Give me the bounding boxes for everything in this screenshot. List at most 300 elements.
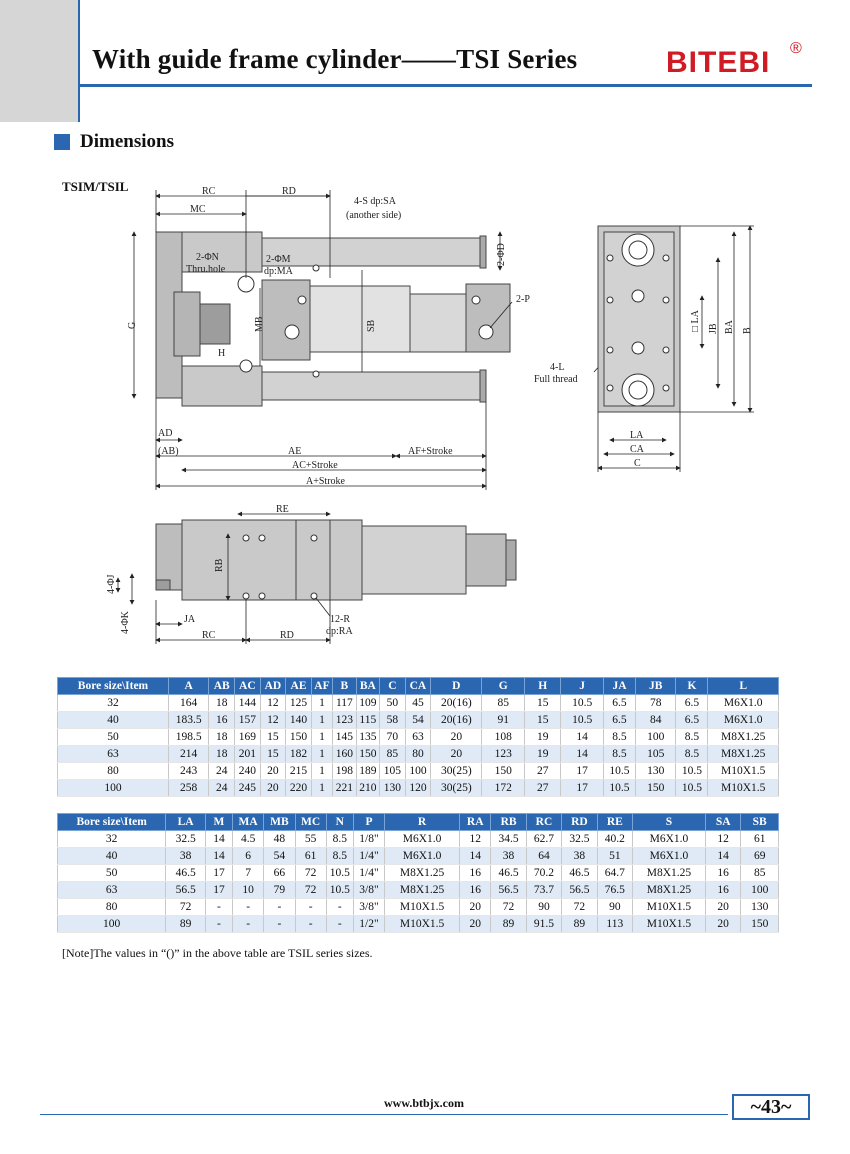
c-label: C <box>634 458 641 469</box>
table-cell: 16 <box>460 865 491 882</box>
table-cell: 16 <box>705 865 740 882</box>
table-row <box>58 899 779 916</box>
table-cell: 84 <box>635 712 676 729</box>
table-cell: 56.5 <box>562 882 597 899</box>
table-row <box>58 780 779 797</box>
table-header-cell: AE <box>286 678 312 695</box>
table-cell: 183.5 <box>168 712 209 729</box>
table-cell: 1/4" <box>353 848 384 865</box>
table-cell: 198.5 <box>168 729 209 746</box>
table-cell: 30(25) <box>431 763 482 780</box>
table-cell: 6.5 <box>603 712 635 729</box>
table-cell: 189 <box>356 763 379 780</box>
table-cell: 18 <box>209 695 235 712</box>
table-cell: 12 <box>460 831 491 848</box>
table-header-cell: G <box>482 678 525 695</box>
table-row <box>58 848 779 865</box>
table-cell: 72 <box>295 865 326 882</box>
table-cell: 20 <box>431 729 482 746</box>
table-cell: 150 <box>286 729 312 746</box>
table-cell: 72 <box>295 882 326 899</box>
table-cell: 56.5 <box>491 882 526 899</box>
table-cell: 105 <box>635 746 676 763</box>
table-cell: 32 <box>58 695 169 712</box>
table-cell: 214 <box>168 746 209 763</box>
table-header-row <box>58 814 779 831</box>
table-cell: 63 <box>58 882 166 899</box>
re-label: RE <box>276 504 289 515</box>
table-cell: 123 <box>333 712 356 729</box>
table-cell: 40 <box>58 712 169 729</box>
table-header-cell: K <box>676 678 708 695</box>
table-cell: 3/8" <box>353 882 384 899</box>
p-label: 2-P <box>516 294 530 305</box>
table-header-cell: M <box>205 814 232 831</box>
table-cell: 150 <box>482 763 525 780</box>
phi-d-label: 2-ΦD <box>496 243 507 266</box>
table-cell: M10X1.5 <box>633 916 706 933</box>
table-cell: M8X1.25 <box>633 882 706 899</box>
table-cell: M8X1.25 <box>633 865 706 882</box>
table-cell: 221 <box>333 780 356 797</box>
table-cell: 70.2 <box>526 865 561 882</box>
table-cell: 8.5 <box>326 848 353 865</box>
table-cell: 1 <box>311 695 332 712</box>
table-cell: 20 <box>260 780 286 797</box>
another-side-label: (another side) <box>346 210 402 221</box>
table-cell: 80 <box>58 899 166 916</box>
table-cell: M6X1.0 <box>708 712 779 729</box>
page-number: ~43~ <box>732 1094 810 1120</box>
phi-n-label: 2-ΦN <box>196 252 219 263</box>
jb-label: JB <box>708 323 719 334</box>
table-cell: 1/2" <box>353 916 384 933</box>
table-cell: 12 <box>260 712 286 729</box>
table-cell: - <box>326 899 353 916</box>
table-cell: 100 <box>405 763 431 780</box>
table-cell: 6.5 <box>603 695 635 712</box>
table-cell: M6X1.0 <box>708 695 779 712</box>
table-row <box>58 712 779 729</box>
table-cell: 70 <box>380 729 406 746</box>
table-cell: 56.5 <box>166 882 206 899</box>
table-cell: M10X1.5 <box>708 763 779 780</box>
table-cell: - <box>264 916 295 933</box>
table-row <box>58 831 779 848</box>
table-cell: 109 <box>356 695 379 712</box>
table-cell: 198 <box>333 763 356 780</box>
table-cell: 240 <box>235 763 261 780</box>
table-header-cell: Bore size\Item <box>58 814 166 831</box>
table-cell: 20 <box>460 916 491 933</box>
table-cell: 172 <box>482 780 525 797</box>
table-cell: 46.5 <box>562 865 597 882</box>
g-label: G <box>127 321 138 329</box>
table-cell: M6X1.0 <box>385 831 460 848</box>
table-cell: 38 <box>562 848 597 865</box>
sb-label: SB <box>366 319 377 332</box>
rd-label: RD <box>282 186 296 197</box>
table-cell: 72 <box>166 899 206 916</box>
table-cell: M6X1.0 <box>633 831 706 848</box>
table-cell: 120 <box>405 780 431 797</box>
table-cell: 69 <box>741 848 779 865</box>
table-cell: M10X1.5 <box>385 899 460 916</box>
table-cell: 258 <box>168 780 209 797</box>
table-cell: 7 <box>233 865 264 882</box>
table-cell: 144 <box>235 695 261 712</box>
table-cell: 1 <box>311 712 332 729</box>
table-cell: - <box>205 916 232 933</box>
r-label: 12-R <box>330 614 350 625</box>
ac-label: AC+Stroke <box>292 460 338 471</box>
table-cell: 20 <box>260 763 286 780</box>
table-cell: 40.2 <box>597 831 632 848</box>
table-cell: 90 <box>597 899 632 916</box>
table-cell: 150 <box>741 916 779 933</box>
table-header-cell: R <box>385 814 460 831</box>
table-cell: 50 <box>58 865 166 882</box>
table-cell: 243 <box>168 763 209 780</box>
side-view <box>156 520 516 600</box>
a-label: A+Stroke <box>306 476 345 487</box>
la-bottom-label: LA <box>630 430 644 441</box>
table-cell: 24 <box>209 763 235 780</box>
table-cell: 4.5 <box>233 831 264 848</box>
table-cell: 100 <box>58 916 166 933</box>
table-cell: 164 <box>168 695 209 712</box>
table-cell: 30(25) <box>431 780 482 797</box>
la-side-label: □ LA <box>690 310 701 332</box>
table-cell: 10.5 <box>561 695 604 712</box>
table-header-cell: A <box>168 678 209 695</box>
dp-ma-label: dp:MA <box>264 266 293 277</box>
table-cell: 20(16) <box>431 712 482 729</box>
table-cell: 38 <box>166 848 206 865</box>
table-header-cell: MB <box>264 814 295 831</box>
table-cell: 32.5 <box>562 831 597 848</box>
table-cell: 157 <box>235 712 261 729</box>
dp-ra-label: dp:RA <box>326 626 353 637</box>
table-cell: 46.5 <box>166 865 206 882</box>
table-cell: 64.7 <box>597 865 632 882</box>
table-cell: M8X1.25 <box>708 729 779 746</box>
rc-label: RC <box>202 186 216 197</box>
table-cell: 85 <box>482 695 525 712</box>
table-cell: 55 <box>295 831 326 848</box>
rd-bottom-label: RD <box>280 630 294 641</box>
table-cell: 78 <box>635 695 676 712</box>
table-cell: 16 <box>460 882 491 899</box>
l-label: 4-L <box>550 362 565 373</box>
table-cell: 17 <box>205 865 232 882</box>
table-header-cell: SA <box>705 814 740 831</box>
table-cell: 123 <box>482 746 525 763</box>
table-cell: - <box>233 899 264 916</box>
table-cell: 1 <box>311 763 332 780</box>
table-cell: 10 <box>233 882 264 899</box>
rc-bottom-label: RC <box>202 630 216 641</box>
table-cell: 66 <box>264 865 295 882</box>
ca-label: CA <box>630 444 644 455</box>
rb-label: RB <box>214 558 225 572</box>
table-header-cell: Bore size\Item <box>58 678 169 695</box>
full-thread-label: Full thread <box>534 374 578 385</box>
table-cell: M8X1.25 <box>708 746 779 763</box>
table-cell: 16 <box>705 882 740 899</box>
table-cell: 14 <box>561 746 604 763</box>
table-header-cell: BA <box>356 678 379 695</box>
table-cell: 27 <box>525 780 561 797</box>
table-header-cell: RE <box>597 814 632 831</box>
table-cell: 15 <box>260 746 286 763</box>
table-cell: 215 <box>286 763 312 780</box>
b-label: B <box>742 327 753 334</box>
table-cell: 76.5 <box>597 882 632 899</box>
table-row <box>58 916 779 933</box>
table-cell: 245 <box>235 780 261 797</box>
table-header-cell: RB <box>491 814 526 831</box>
table-cell: 32.5 <box>166 831 206 848</box>
table-cell: 14 <box>205 848 232 865</box>
table-row <box>58 695 779 712</box>
brand-logo: BITEBI <box>666 46 771 79</box>
table-cell: 10.5 <box>676 780 708 797</box>
table-cell: 17 <box>561 780 604 797</box>
table-cell: 6 <box>233 848 264 865</box>
table-cell: 113 <box>597 916 632 933</box>
table-cell: 51 <box>597 848 632 865</box>
table-header-cell: P <box>353 814 384 831</box>
table-cell: 115 <box>356 712 379 729</box>
table-header-cell: MC <box>295 814 326 831</box>
table-row <box>58 729 779 746</box>
table-cell: 8.5 <box>676 746 708 763</box>
table-note: [Note]The values in “()” in the above table are TSIL series sizes. <box>62 946 373 960</box>
table-cell: 15 <box>525 712 561 729</box>
ad-label: AD <box>158 428 173 439</box>
table-cell: 6.5 <box>676 712 708 729</box>
table-cell: 12 <box>705 831 740 848</box>
table-cell: 10.5 <box>676 763 708 780</box>
table-cell: 80 <box>58 763 169 780</box>
table-cell: 14 <box>205 831 232 848</box>
table-cell: 58 <box>380 712 406 729</box>
table-cell: 14 <box>460 848 491 865</box>
table-cell: 48 <box>264 831 295 848</box>
table-cell: 135 <box>356 729 379 746</box>
table-cell: 10.5 <box>603 780 635 797</box>
table-cell: 45 <box>405 695 431 712</box>
sa-label: 4-S dp:SA <box>354 196 396 207</box>
mb-label: MB <box>254 316 265 332</box>
table-cell: 89 <box>491 916 526 933</box>
table-row <box>58 746 779 763</box>
h-label: H <box>218 348 226 359</box>
dimension-table-1 <box>57 677 779 797</box>
table-cell: 64 <box>526 848 561 865</box>
table-cell: 91.5 <box>526 916 561 933</box>
page-title: With guide frame cylinder——TSI Series <box>92 44 578 74</box>
table-cell: 130 <box>741 899 779 916</box>
table-cell: 18 <box>209 729 235 746</box>
table-header-cell: MA <box>233 814 264 831</box>
table-header-cell: AB <box>209 678 235 695</box>
table-cell: 20(16) <box>431 695 482 712</box>
table-cell: - <box>295 899 326 916</box>
table-cell: 201 <box>235 746 261 763</box>
table-cell: 89 <box>166 916 206 933</box>
table-cell: 72 <box>491 899 526 916</box>
table-cell: M6X1.0 <box>385 848 460 865</box>
table-cell: M10X1.5 <box>385 916 460 933</box>
table-cell: 1 <box>311 729 332 746</box>
table-cell: 1 <box>311 780 332 797</box>
table-cell: 8.5 <box>603 729 635 746</box>
table-cell: 10.5 <box>326 865 353 882</box>
table-cell: 105 <box>380 763 406 780</box>
table-cell: 3/8" <box>353 899 384 916</box>
table-cell: 16 <box>209 712 235 729</box>
af-label: AF+Stroke <box>408 446 453 457</box>
table-header-cell: B <box>333 678 356 695</box>
table-cell: 61 <box>741 831 779 848</box>
phi-j-label: 4-ΦJ <box>106 574 117 594</box>
footer-url: www.btbjx.com <box>384 1096 464 1110</box>
table-cell: 130 <box>380 780 406 797</box>
table-cell: 63 <box>405 729 431 746</box>
table-header-cell: SB <box>741 814 779 831</box>
table-header-cell: J <box>561 678 604 695</box>
table-cell: 54 <box>405 712 431 729</box>
table-header-cell: RC <box>526 814 561 831</box>
table-cell: 169 <box>235 729 261 746</box>
table-cell: 63 <box>58 746 169 763</box>
table-cell: 72 <box>562 899 597 916</box>
table-header-cell: LA <box>166 814 206 831</box>
table-cell: 100 <box>741 882 779 899</box>
registered-mark: ® <box>790 40 802 57</box>
ba-label: BA <box>724 320 735 334</box>
table-cell: 182 <box>286 746 312 763</box>
table-cell: 17 <box>561 763 604 780</box>
table-header-cell: JB <box>635 678 676 695</box>
ja-label: JA <box>184 614 196 625</box>
table-cell: 85 <box>741 865 779 882</box>
table-cell: 62.7 <box>526 831 561 848</box>
table-cell: 40 <box>58 848 166 865</box>
table-cell: M10X1.5 <box>708 780 779 797</box>
table-cell: M8X1.25 <box>385 882 460 899</box>
table-header-cell: N <box>326 814 353 831</box>
table-header-cell: AD <box>260 678 286 695</box>
table-cell: 32 <box>58 831 166 848</box>
table-cell: 220 <box>286 780 312 797</box>
table-cell: 18 <box>209 746 235 763</box>
table-cell: 1 <box>311 746 332 763</box>
table-header-row <box>58 678 779 695</box>
table-cell: 89 <box>562 916 597 933</box>
mc-label: MC <box>190 204 206 215</box>
table-cell: 50 <box>380 695 406 712</box>
table-cell: 117 <box>333 695 356 712</box>
table-cell: M8X1.25 <box>385 865 460 882</box>
table-cell: 140 <box>286 712 312 729</box>
model-label: TSIM/TSIL <box>62 179 129 194</box>
table-cell: 10.5 <box>603 763 635 780</box>
table-cell: 50 <box>58 729 169 746</box>
table-cell: 150 <box>635 780 676 797</box>
table-cell: 10.5 <box>561 712 604 729</box>
table-cell: 27 <box>525 763 561 780</box>
table-cell: 130 <box>635 763 676 780</box>
footer-rule <box>40 1114 728 1115</box>
table-row <box>58 763 779 780</box>
table-cell: M6X1.0 <box>633 848 706 865</box>
table-header-cell: C <box>380 678 406 695</box>
table-cell: 90 <box>526 899 561 916</box>
phi-m-label: 2-ΦM <box>266 254 291 265</box>
table-row <box>58 882 779 899</box>
table-cell: 20 <box>431 746 482 763</box>
table-header-cell: H <box>525 678 561 695</box>
phi-k-label: 4-ΦK <box>120 611 131 634</box>
table-cell: 20 <box>705 916 740 933</box>
table-header-cell: RA <box>460 814 491 831</box>
table-cell: 61 <box>295 848 326 865</box>
table-cell: 15 <box>525 695 561 712</box>
table-header-cell: L <box>708 678 779 695</box>
table-cell: 46.5 <box>491 865 526 882</box>
ae-label: AE <box>288 446 302 457</box>
dimension-table-2 <box>57 813 779 933</box>
table-cell: 108 <box>482 729 525 746</box>
table-cell: 17 <box>205 882 232 899</box>
table-cell: 125 <box>286 695 312 712</box>
section-title: Dimensions <box>80 131 174 152</box>
table-cell: 79 <box>264 882 295 899</box>
table-header-cell: S <box>633 814 706 831</box>
table-cell: 8.5 <box>326 831 353 848</box>
table-cell: 12 <box>260 695 286 712</box>
table-cell: 8.5 <box>603 746 635 763</box>
table-cell: 1/8" <box>353 831 384 848</box>
ab-label: (AB) <box>158 446 179 457</box>
table-cell: - <box>264 899 295 916</box>
table-header-cell: AC <box>235 678 261 695</box>
table-cell: 85 <box>380 746 406 763</box>
table-cell: 6.5 <box>676 695 708 712</box>
table-cell: 14 <box>705 848 740 865</box>
table-cell: 14 <box>561 729 604 746</box>
table-cell: 100 <box>58 780 169 797</box>
table-cell: - <box>205 899 232 916</box>
table-cell: 19 <box>525 746 561 763</box>
table-cell: 8.5 <box>676 729 708 746</box>
table-cell: 160 <box>333 746 356 763</box>
table-cell: 10.5 <box>326 882 353 899</box>
table-cell: 19 <box>525 729 561 746</box>
table-cell: 15 <box>260 729 286 746</box>
table-cell: - <box>326 916 353 933</box>
table-cell: 34.5 <box>491 831 526 848</box>
table-header-cell: D <box>431 678 482 695</box>
table-cell: 150 <box>356 746 379 763</box>
table-cell: 80 <box>405 746 431 763</box>
table-cell: M10X1.5 <box>633 899 706 916</box>
table-cell: 38 <box>491 848 526 865</box>
table-header-cell: CA <box>405 678 431 695</box>
